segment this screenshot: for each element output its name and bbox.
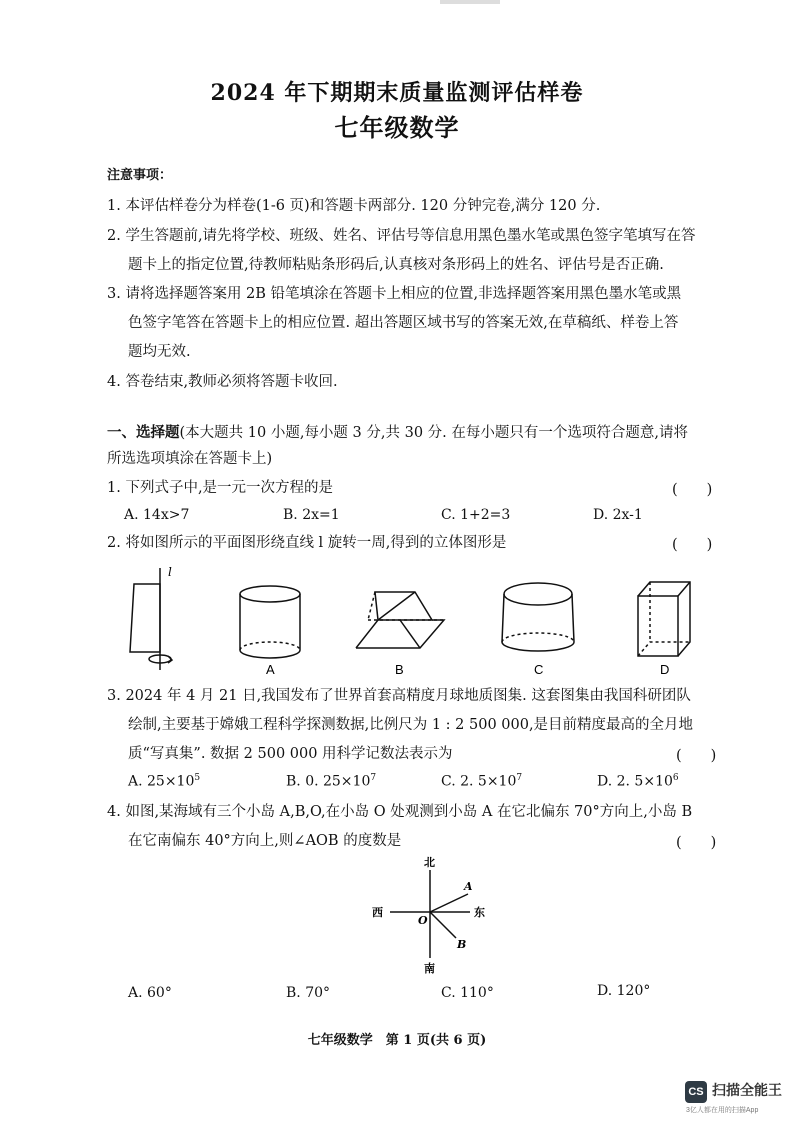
north-label: 北 xyxy=(424,856,435,869)
q3-option-c-exp: 7 xyxy=(516,773,523,783)
scan-edge-mark xyxy=(440,0,500,4)
q3-option-c xyxy=(441,773,522,790)
section-1-intro-text: (本大题共 10 小题,每小题 3 分,共 30 分. 在每小题只有一个选项符合题意,请将 xyxy=(179,425,688,441)
page-footer: 七年级数学 第 1 页(共 6 页) xyxy=(307,1033,487,1048)
q3-answer-paren: ( ) xyxy=(676,748,717,764)
q1-option-d: D. 2x-1 xyxy=(593,507,643,523)
q3-option-d xyxy=(597,773,679,790)
q3-option-d-base: D. 2. 5×10 xyxy=(597,773,673,790)
q4-compass-figure xyxy=(360,852,500,976)
q2-figure xyxy=(110,560,710,680)
q1-answer-paren: ( ) xyxy=(672,482,713,498)
scanner-tagline: 3亿人都在用的扫描App xyxy=(686,1107,759,1114)
section-1-intro-cont: 所选选项填涂在答题卡上) xyxy=(107,451,273,467)
plane-trapezoid-figure xyxy=(130,568,172,670)
q3-option-b xyxy=(286,773,376,790)
q2-answer-paren: ( ) xyxy=(672,537,713,553)
page-title: 2024 年下期期末质量监测评估样卷 xyxy=(210,80,584,106)
east-label: 东 xyxy=(474,906,485,919)
q3-option-b-exp: 7 xyxy=(370,773,377,783)
q3-line-3: 质“写真集”. 数据 2 500 000 用科学记数法表示为 xyxy=(128,746,453,762)
q2-stem: 2. 将如图所示的平面图形绕直线 l 旋转一周,得到的立体图形是 xyxy=(107,535,507,551)
q3-option-c-base: C. 2. 5×10 xyxy=(441,773,517,790)
axis-l-label: l xyxy=(168,565,172,579)
q3-option-a-base: A. 25×10 xyxy=(128,773,195,790)
q3-option-d-exp: 6 xyxy=(672,773,679,783)
figure-label-b: B xyxy=(395,662,404,677)
q4-option-b: B. 70° xyxy=(286,985,331,1001)
south-label: 南 xyxy=(424,962,435,975)
notice-item-2: 2. 学生答题前,请先将学校、班级、姓名、评估号等信息用黑色墨水笔或黑色签字笔填写在答 xyxy=(107,228,696,244)
q3-option-a-exp: 5 xyxy=(194,773,201,783)
notice-item-1: 1. 本评估样卷分为样卷(1-6 页)和答题卡两部分. 120 分钟完卷,满分 120 分. xyxy=(107,198,601,214)
page-subtitle: 七年级数学 xyxy=(334,113,460,142)
q4-option-a: A. 60° xyxy=(128,985,172,1001)
figure-label-d: D xyxy=(660,662,670,677)
notice-item-4: 4. 答卷结束,教师必须将答题卡收回. xyxy=(107,374,338,390)
ray-oa xyxy=(430,894,468,912)
point-b-label: B xyxy=(457,938,467,951)
notice-item-3-cont2: 题均无效. xyxy=(128,344,191,360)
q3-line-2: 绘制,主要基于嫦娥工程科学探测数据,比例尺为 1 : 2 500 000,是目前精度最高的全月地 xyxy=(128,717,694,733)
q4-option-c: C. 110° xyxy=(441,985,494,1001)
q1-stem: 1. 下列式子中,是一元一次方程的是 xyxy=(107,480,334,496)
q1-option-b: B. 2x=1 xyxy=(283,507,340,523)
cuboid-figure xyxy=(638,582,690,656)
q1-option-a: A. 14x>7 xyxy=(124,507,190,523)
section-1-label: 一、选择题 xyxy=(107,424,180,441)
section-1-intro xyxy=(107,423,688,443)
q4-option-d: D. 120° xyxy=(597,983,651,999)
scanner-logo-icon: CS xyxy=(685,1081,707,1103)
west-label: 西 xyxy=(372,906,383,919)
notice-item-2-cont: 题卡上的指定位置,待教师粘贴条形码后,认真核对条形码上的姓名、评估号是否正确. xyxy=(128,257,664,273)
q4-answer-paren: ( ) xyxy=(676,835,717,851)
q3-line-1: 3. 2024 年 4 月 21 日,我国发布了世界首套高精度月球地质图集. 这套图集由我国科研团队 xyxy=(107,688,691,704)
notice-item-3-cont: 色签字笔答在答题卡上的相应位置. 超出答题区域书写的答案无效,在草稿纸、样卷上答 xyxy=(128,315,679,331)
figure-label-a: A xyxy=(266,662,275,677)
truncated-cone-figure xyxy=(502,583,574,651)
notice-heading: 注意事项： xyxy=(107,168,173,183)
q4-line-2: 在它南偏东 40°方向上,则∠AOB 的度数是 xyxy=(128,833,402,849)
truncated-pyramid-figure xyxy=(356,592,444,648)
ray-ob xyxy=(430,912,456,938)
scanner-app-name: 扫描全能王 xyxy=(712,1082,782,1098)
q3-option-a xyxy=(128,773,200,790)
notice-item-3: 3. 请将选择题答案用 2B 铅笔填涂在答题卡上相应的位置,非选择题答案用黑色墨水笔或黑 xyxy=(107,286,682,302)
figure-label-c: C xyxy=(534,662,544,677)
q4-line-1: 4. 如图,某海域有三个小岛 A,B,O,在小岛 O 处观测到小岛 A 在它北偏东 70°方向上,小岛 B xyxy=(107,804,693,820)
point-o-label: O xyxy=(418,914,428,927)
point-a-label: A xyxy=(464,880,473,893)
cylinder-figure xyxy=(240,586,300,658)
q1-option-c: C. 1+2=3 xyxy=(441,507,511,523)
q3-option-b-base: B. 0. 25×10 xyxy=(286,773,371,790)
